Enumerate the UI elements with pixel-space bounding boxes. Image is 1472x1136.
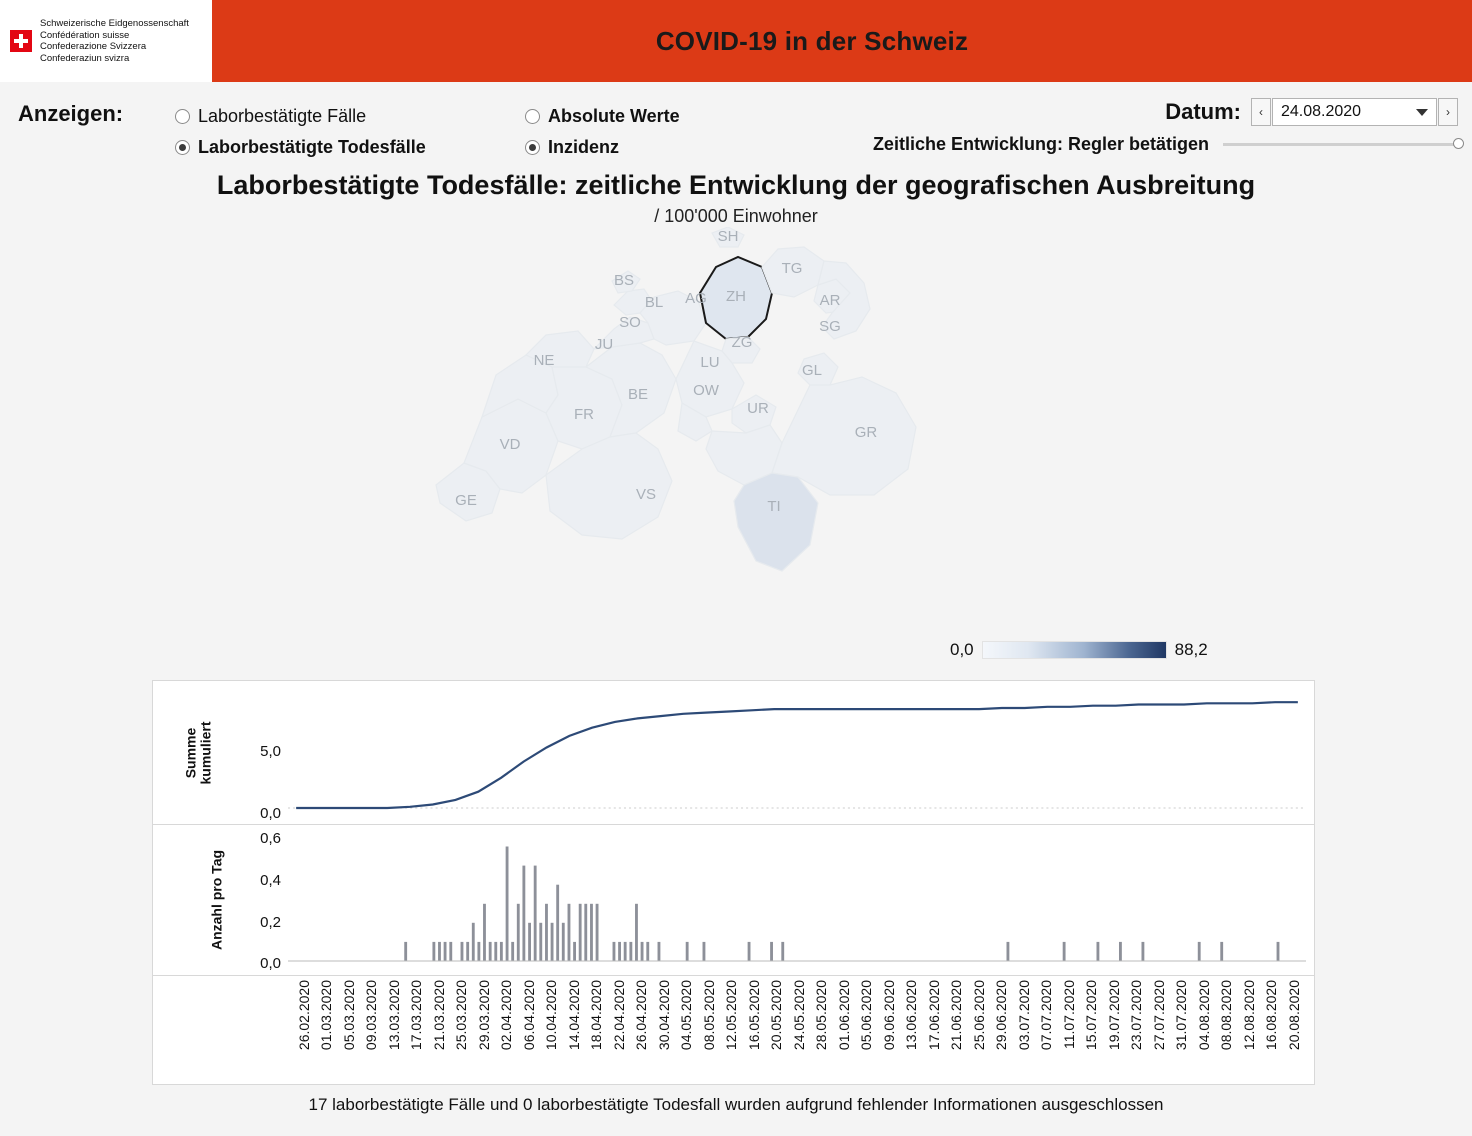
x-axis-label: 29.06.2020 — [993, 980, 1010, 1051]
x-axis-label: 01.06.2020 — [835, 980, 852, 1051]
timeline-slider-handle[interactable] — [1453, 138, 1464, 149]
x-axis-label: 28.05.2020 — [813, 980, 830, 1051]
cumulative-plot-area — [288, 687, 1306, 818]
chart-subtitle: / 100'000 Einwohner — [654, 206, 818, 226]
canton-label-bl: BL — [644, 294, 664, 311]
canton-label-ow: OW — [693, 382, 719, 399]
switzerland-map[interactable] — [0, 227, 1472, 607]
radio-group-scale — [525, 102, 680, 164]
radio-option-inzidenz[interactable] — [525, 133, 680, 161]
radio-inzidenz-label: Inzidenz — [548, 136, 619, 157]
x-axis-label: 08.05.2020 — [700, 980, 717, 1051]
x-axis-label: 24.05.2020 — [790, 980, 807, 1051]
cumulative-line-svg — [288, 687, 1306, 818]
x-axis-label: 14.04.2020 — [565, 980, 582, 1051]
daily-plot-area — [288, 831, 1306, 969]
radio-option-absolute[interactable] — [525, 102, 680, 130]
canton-shape-ti[interactable] — [734, 473, 818, 571]
x-axis-label: 16.08.2020 — [1263, 980, 1280, 1051]
logo-line-it: Confederazione Svizzera — [40, 41, 147, 52]
legend-gradient-bar — [982, 641, 1167, 659]
canton-label-ti: TI — [767, 498, 781, 515]
radio-faelle-icon[interactable] — [175, 109, 190, 124]
daily-ytick-06: 0,6 — [260, 830, 281, 847]
legend-min-value: 0,0 — [950, 640, 974, 659]
chart-main-title: Laborbestätigte Todesfälle: zeitliche Entwicklung der geografischen Ausbreitung — [216, 170, 1256, 200]
canton-label-vs: VS — [635, 486, 657, 503]
canton-label-so: SO — [619, 314, 641, 331]
x-axis-label: 26.02.2020 — [295, 980, 312, 1051]
cumulative-axis-title-line2: kumuliert — [197, 720, 214, 785]
daily-bar-svg — [288, 831, 1306, 969]
x-axis-label: 04.05.2020 — [678, 980, 695, 1051]
logo-line-de: Schweizerische Eidgenossenschaft — [40, 18, 189, 29]
canton-label-sh: SH — [717, 228, 739, 245]
x-axis-label: 21.03.2020 — [430, 980, 447, 1051]
canton-label-sg: SG — [819, 318, 841, 335]
x-axis-label: 31.07.2020 — [1173, 980, 1190, 1051]
x-axis-label: 15.07.2020 — [1083, 980, 1100, 1051]
logo-text — [40, 18, 189, 64]
date-next-button[interactable]: › — [1438, 98, 1458, 126]
date-value: 24.08.2020 — [1281, 103, 1362, 120]
canton-label-lu: LU — [700, 354, 720, 371]
app-header — [0, 0, 1472, 82]
radio-todesfaelle-icon[interactable] — [175, 140, 190, 155]
swiss-cross-icon — [10, 30, 32, 52]
daily-ytick-04: 0,4 — [260, 872, 281, 889]
chevron-down-icon[interactable] — [1416, 109, 1428, 116]
canton-label-zg: ZG — [731, 334, 753, 351]
radio-absolute-label: Absolute Werte — [548, 105, 680, 126]
canton-label-gr: GR — [854, 424, 878, 441]
x-axis-label: 09.06.2020 — [880, 980, 897, 1051]
x-axis-label: 16.05.2020 — [745, 980, 762, 1051]
x-axis-label: 09.03.2020 — [363, 980, 380, 1051]
canton-label-fr: FR — [574, 406, 594, 423]
daily-ytick-02: 0,2 — [260, 914, 281, 931]
canton-label-ge: GE — [455, 492, 477, 509]
x-axis-label: 11.07.2020 — [1060, 980, 1077, 1050]
x-axis-label: 06.04.2020 — [520, 980, 537, 1051]
cumulative-axis-title — [184, 721, 214, 784]
cumulative-line-chart — [153, 681, 1314, 825]
radio-inzidenz-icon[interactable] — [525, 140, 540, 155]
radio-absolute-icon[interactable] — [525, 109, 540, 124]
x-axis-label: 13.03.2020 — [385, 980, 402, 1051]
canton-label-ne: NE — [533, 352, 555, 369]
datum-label: Datum: — [1165, 99, 1241, 124]
x-axis-label: 12.05.2020 — [723, 980, 740, 1051]
legend-max-value: 88,2 — [1174, 640, 1208, 659]
x-axis-label: 27.07.2020 — [1150, 980, 1167, 1051]
x-axis-label: 26.04.2020 — [633, 980, 650, 1051]
map-svg[interactable] — [426, 227, 1046, 587]
x-axis-label: 19.07.2020 — [1105, 980, 1122, 1051]
daily-bar-chart — [153, 825, 1314, 976]
date-prev-button[interactable]: ‹ — [1251, 98, 1271, 126]
controls-bar — [0, 82, 1472, 160]
cumulative-ytick-5: 5,0 — [260, 743, 281, 760]
canton-label-vd: VD — [499, 436, 521, 453]
x-axis-label: 30.04.2020 — [655, 980, 672, 1051]
daily-axis-title: Anzahl pro Tag — [208, 849, 225, 951]
x-axis-label: 20.08.2020 — [1285, 980, 1302, 1051]
canton-label-ju: JU — [594, 336, 614, 353]
x-axis-label: 04.08.2020 — [1195, 980, 1212, 1051]
x-axis-label: 23.07.2020 — [1128, 980, 1145, 1051]
timeline-slider-row — [873, 134, 1458, 155]
timeline-slider-label: Zeitliche Entwicklung: Regler betätigen — [872, 134, 1209, 154]
footnote-text: 17 laborbestätigte Fälle und 0 laborbestätigte Todesfall wurden aufgrund fehlender Informationen ausgeschlossen — [308, 1095, 1164, 1114]
radio-option-faelle[interactable] — [175, 102, 426, 130]
logo-line-rm: Confederaziun svizra — [40, 52, 130, 64]
x-axis-label: 05.06.2020 — [858, 980, 875, 1051]
x-axis-label: 21.06.2020 — [948, 980, 965, 1051]
x-axis-labels — [153, 976, 1314, 1084]
x-axis-label: 25.06.2020 — [970, 980, 987, 1051]
canton-label-bs: BS — [613, 272, 635, 289]
x-axis-label: 13.06.2020 — [903, 980, 920, 1051]
x-axis-label: 10.04.2020 — [543, 980, 560, 1051]
canton-label-gl: GL — [801, 362, 823, 379]
x-axis-label: 07.07.2020 — [1038, 980, 1055, 1051]
x-axis-label: 03.07.2020 — [1015, 980, 1032, 1051]
x-axis-label: 29.03.2020 — [475, 980, 492, 1051]
x-axis-label: 17.03.2020 — [408, 980, 425, 1051]
timeseries-charts — [152, 680, 1315, 1085]
canton-label-ar: AR — [819, 292, 841, 309]
cumulative-axis-title-line1: Summe — [182, 727, 199, 778]
radio-option-todesfaelle[interactable] — [175, 133, 426, 161]
x-axis-label: 20.05.2020 — [768, 980, 785, 1051]
anzeigen-label: Anzeigen: — [18, 101, 124, 126]
x-axis-label: 18.04.2020 — [588, 980, 605, 1051]
x-axis-label: 25.03.2020 — [453, 980, 470, 1051]
x-axis-label: 02.04.2020 — [498, 980, 515, 1051]
radio-faelle-label: Laborbestätigte Fälle — [198, 105, 367, 126]
x-axis-label: 08.08.2020 — [1218, 980, 1235, 1051]
canton-label-tg: TG — [781, 260, 803, 277]
page-title: COVID-19 in der Schweiz — [655, 25, 969, 56]
map-color-legend — [950, 640, 1208, 660]
x-axis-label: 22.04.2020 — [610, 980, 627, 1051]
x-axis-label: 12.08.2020 — [1240, 980, 1257, 1051]
canton-label-be: BE — [627, 386, 649, 403]
radio-todesfaelle-label: Laborbestätigte Todesfälle — [198, 136, 426, 157]
x-axis-label: 05.03.2020 — [340, 980, 357, 1051]
x-axis-label: 01.03.2020 — [318, 980, 335, 1051]
daily-ytick-00: 0,0 — [260, 955, 281, 972]
cumulative-ytick-0: 0,0 — [260, 805, 281, 822]
canton-label-ag: AG — [685, 290, 707, 307]
x-axis-label: 17.06.2020 — [925, 980, 942, 1051]
radio-group-datatype — [175, 102, 426, 164]
timeline-slider[interactable] — [1223, 143, 1458, 146]
logo-line-fr: Confédération suisse — [40, 29, 130, 41]
date-picker — [1165, 98, 1458, 126]
date-select[interactable] — [1272, 98, 1437, 126]
swiss-confederation-logo — [0, 0, 212, 82]
canton-label-zh: ZH — [726, 288, 746, 305]
canton-label-ur: UR — [747, 400, 769, 417]
